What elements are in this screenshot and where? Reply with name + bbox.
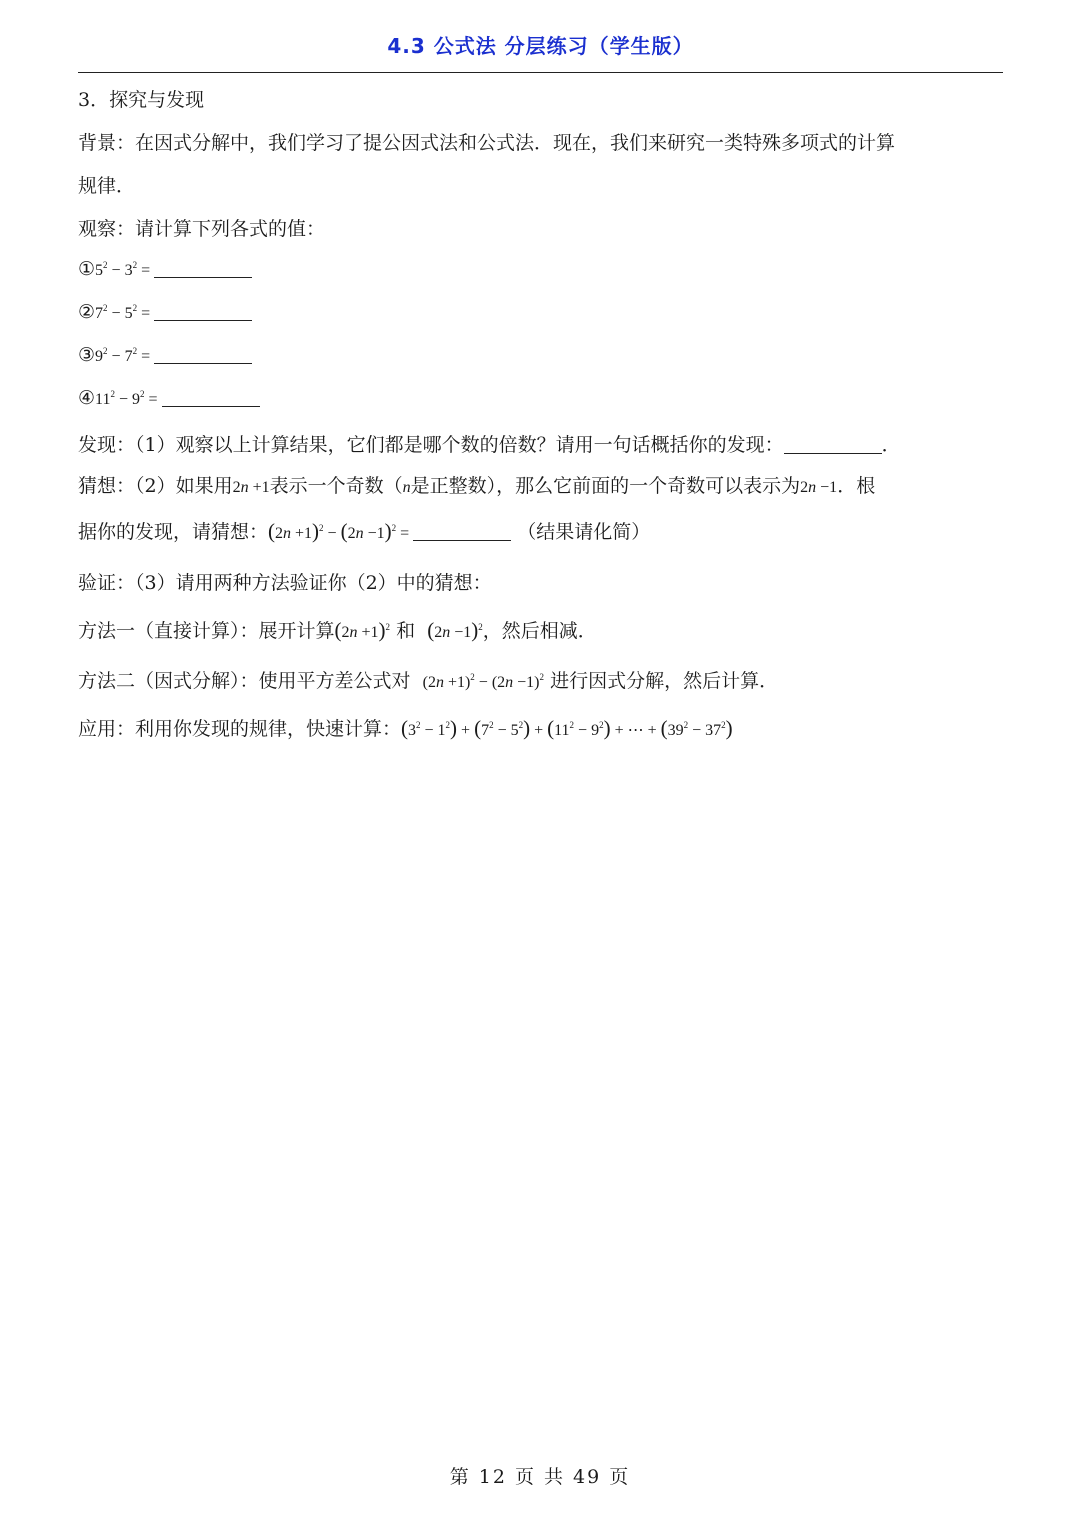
- answer-blank: [154, 302, 252, 321]
- answer-blank: [154, 259, 252, 278]
- background-line-1: 背景：在因式分解中，我们学习了提公因式法和公式法．现在，我们来研究一类特殊多项式的计算: [78, 132, 896, 154]
- base-a: 11: [95, 391, 111, 408]
- base-a: 7: [95, 305, 104, 322]
- method-1-line: 方法一（直接计算）：展开计算$(2n +1)^2$ 和 $(2n -1)^2$，然后相减．: [78, 618, 597, 642]
- guess-line-2: 据你的发现，请猜想：$(2n +1)^2 - (2n -1)^2$ = （结果请化简）: [78, 519, 651, 543]
- page-number-footer: 第 12 页 共 49 页: [449, 1466, 631, 1488]
- item-marker: ②: [78, 301, 96, 323]
- item-marker: ①: [78, 258, 96, 280]
- item-marker: ④: [78, 387, 96, 409]
- answer-blank: [154, 345, 252, 364]
- calc-item-2: $②7^2 - 5^2$ =: [78, 301, 252, 323]
- discover-line: 发现：（1）观察以上计算结果，它们都是哪个数的倍数？请用一句话概括你的发现： ．: [78, 434, 901, 456]
- problem-heading: 3．探究与发现: [78, 89, 205, 111]
- header-divider: [78, 72, 1003, 73]
- observe-line: 观察：请计算下列各式的值：: [78, 218, 326, 240]
- calc-item-4: $④11^2 - 9^2$ =: [78, 387, 260, 409]
- base-b: 5: [124, 305, 133, 322]
- answer-blank: [413, 522, 511, 541]
- base-b: 3: [124, 262, 133, 279]
- answer-blank: [162, 388, 260, 407]
- verify-line: 验证：（3）请用两种方法验证你（2）中的猜想：: [78, 572, 492, 594]
- base-b: 9: [131, 391, 140, 408]
- calc-item-3: $③9^2 - 7^2$ =: [78, 344, 252, 366]
- page-header-title: 4.3 公式法 分层练习（学生版）: [387, 34, 694, 58]
- base-b: 7: [124, 348, 133, 365]
- guess-line-1: 猜想：（2）如果用2n +1表示一个奇数（n是正整数），那么它前面的一个奇数可以表示为2n −1．根: [78, 475, 876, 497]
- calc-item-1: $①5^2 - 3^2$ =: [78, 258, 252, 280]
- answer-blank: [784, 435, 882, 454]
- apply-line: 应用：利用你发现的规律，快速计算：$(3^2 - 1^2) + (7^2 - 5^2) + (11^2 - 9^2)$ + ⋯ + $(39^2 - 37^2)$: [78, 716, 733, 740]
- method-2-line: 方法二（因式分解）：使用平方差公式对 $(2n +1)^2 - (2n -1)^2$ 进行因式分解，然后计算．: [78, 670, 779, 692]
- base-a: 9: [95, 348, 104, 365]
- item-marker: ③: [78, 344, 96, 366]
- background-line-2: 规律．: [78, 175, 136, 197]
- discover-text: 发现：（1）观察以上计算结果，它们都是哪个数的倍数？请用一句话概括你的发现：: [78, 434, 784, 456]
- base-a: 5: [95, 262, 104, 279]
